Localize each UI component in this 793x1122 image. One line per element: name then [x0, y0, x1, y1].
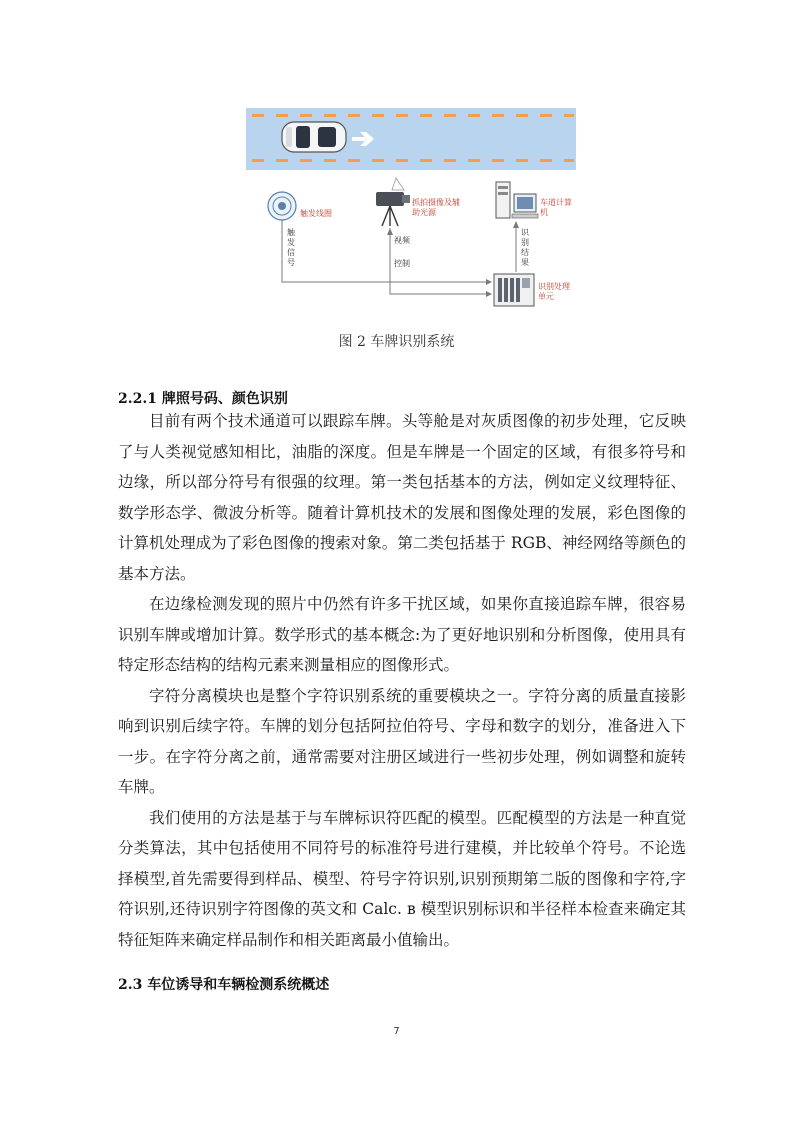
figure-diagram — [246, 108, 576, 318]
figure-caption: 图 2 车牌识别系统 — [338, 334, 455, 350]
license-plate-system-figure — [246, 108, 576, 318]
processor-icon — [494, 274, 534, 306]
camera-label: 抓拍摄像及辅助光源 — [412, 198, 460, 217]
paragraph: 在边缘检测发现的照片中仍然有许多干扰区域，如果你直接追踪车牌，很容易识别车牌或增加计算。数学形式的基本概念:为了更好地识别和分析图像，使用具有特定形态结构的结构元素来测量相应的图像形式。 — [118, 595, 686, 674]
camera-icon — [376, 178, 410, 226]
result-label: 识别结果 — [521, 228, 529, 267]
trigger-coil-label: 触发线圈 — [300, 209, 332, 218]
trigger-coil-icon — [268, 192, 296, 220]
computer-label: 车道计算机 — [540, 198, 572, 217]
processor-label: 识别处理单元 — [538, 282, 570, 301]
section-heading-2-2-1: 2.2.1 牌照号码、颜色识别 — [118, 391, 288, 407]
trigger-signal-label: 触发信号 — [287, 228, 295, 267]
paragraph: 目前有两个技术通道可以跟踪车牌。头等舱是对灰质图像的初步处理，它反映了与人类视觉感知相比，油脂的深度。但是车牌是一个固定的区域，有很多符号和边缘，所以部分符号有很强的纹理。第一类包括基本的方法，例如定义纹理特征、数学形态学、微波分析等。随着计算机技术的发展和图像处理的发展，彩色图像的计算机处理成为了彩色图像的搜索对象。第二类包括基于 RGB、神经网络等颜色的基本方法。 — [118, 412, 686, 583]
section-heading-2-3: 2.3 车位诱导和车辆检测系统概述 — [118, 977, 330, 993]
paragraph: 字符分离模块也是整个字符识别系统的重要模块之一。字符分离的质量直接影响到识别后续字符。车牌的划分包括阿拉伯符号、字母和数字的划分，准备进入下一步。在字符分离之前，通常需要对注册区域进行一些初步处理，例如调整和旋转车牌。 — [118, 686, 686, 796]
computer-icon — [496, 182, 538, 218]
control-label: 控制 — [394, 259, 410, 268]
page-number: 7 — [393, 1026, 400, 1037]
video-label: 视频 — [394, 236, 410, 245]
car-icon — [282, 122, 346, 152]
section-body — [118, 406, 686, 955]
paragraph: 我们使用的方法是基于与车牌标识符匹配的模型。匹配模型的方法是一种直觉分类算法，其中包括使用不同符号的标准符号进行建模，并比较单个符号。不论选择模型,首先需要得到样品、模型、符号字符识别,识别预期第二版的图像和字符,字符识别,还待识别字符图像的英文和 Calc. в 模型识别标识和半径样本检查来确定其特征矩阵来确定样品制作和相关距离最小值输出。 — [118, 808, 686, 949]
connectors — [282, 220, 516, 294]
